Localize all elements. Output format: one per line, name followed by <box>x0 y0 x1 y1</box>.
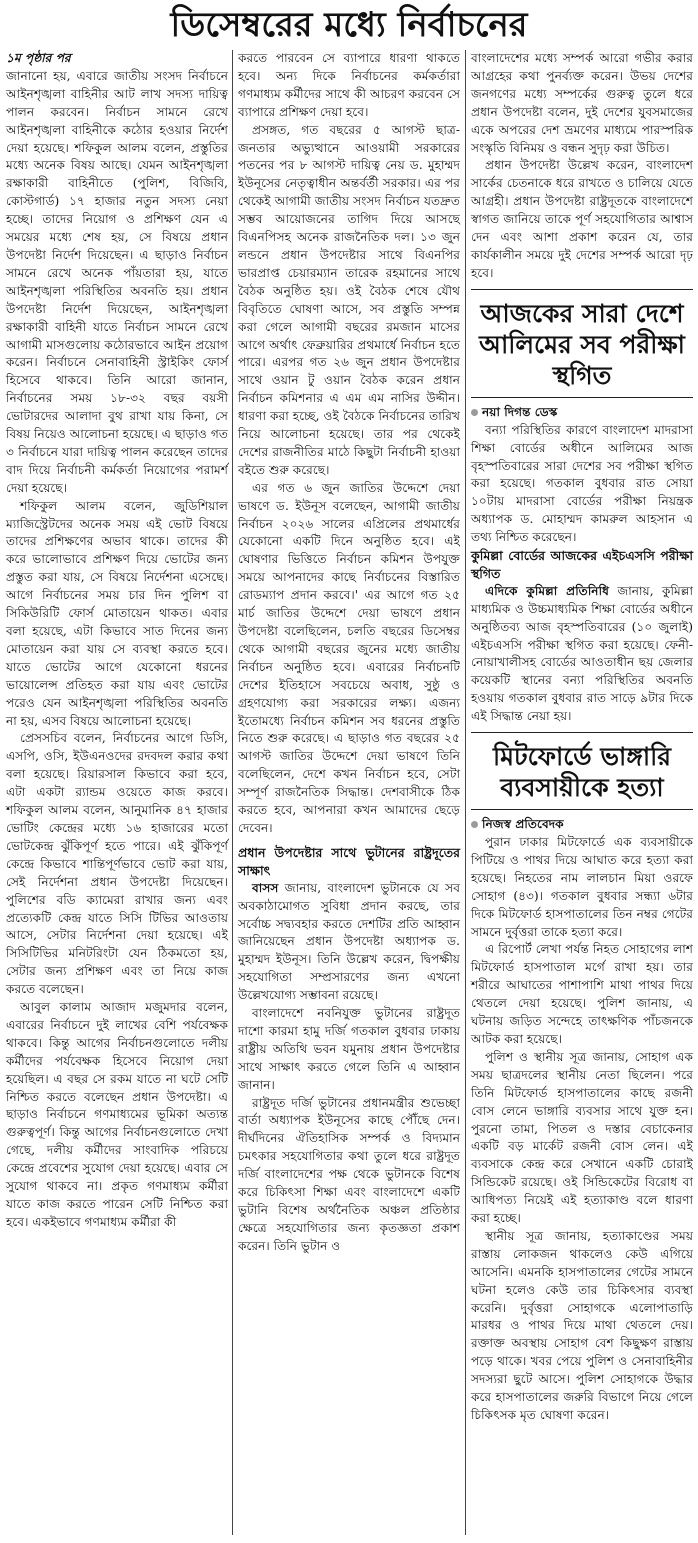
article-paragraph: প্রসঙ্গত, গত বছরের ৫ আগস্ট ছাত্র-জনতার অভ্যুত্থানে আওয়ামী সরকারের পতনের পর ৮ আগস্ট দায়িত্ব নেয় ড. মুহাম্মদ ইউনূসের নেতৃত্বাধীন অন্তর্বর্তী সরকার। এর পর থেকেই আগামী জাতীয় সংসদ নির্বাচন যতদ্রুত সম্ভব আয়োজনের তাগিদ দিয়ে আসছে বিএনপিসহ অনেক রাজনৈতিক দল। ১৩ জুন লন্ডনে প্রধান উপদেষ্টার সাথে বিএনপির ভারপ্রাপ্ত চেয়ারম্যান তারেক রহমানের সাথে বৈঠক অনুষ্ঠিত হয়। ওই বৈঠক শেষে যৌথ বিবৃতিতে ঘোষণা আসে, সব প্রস্তুতি সম্পন্ন করা গেলে আগামী বছরের রমজান মাসের আগে অর্থাৎ ফেব্রুয়ারির প্রথমার্ধে নির্বাচন হতে পারে। এরপর গত ২৬ জুন প্রধান উপদেষ্টার সাথে ওয়ান টু ওয়ান বৈঠক করেন প্রধান নির্বাচন কমিশনার এ এম এম নাসির উদ্দীন। ধারণা করা হচ্ছে, ওই বৈঠকে নির্বাচনের তারিখ নিয়ে আলোচনা হয়েছে। তার পর থেকেই দেশের রাজনীতির মাঠে কিছুটা নির্বাচনী হাওয়া বইতে শুরু করেছে। <box>238 122 460 477</box>
section-divider <box>471 397 693 398</box>
bullet-icon <box>471 409 478 416</box>
bullet-icon <box>471 821 478 828</box>
section-divider <box>471 809 693 810</box>
byline-text: নিজস্ব প্রতিবেদক <box>482 817 564 832</box>
column-2 <box>238 50 460 1256</box>
article-headline: মিটফোর্ডে ভাঙ্গারি ব্যবসায়ীকে হত্যা <box>493 742 671 803</box>
article-paragraph: পুরান ঢাকার মিটফোর্ডে এক ব্যবসায়ীকে পিটিয়ে ও পাথর দিয়ে আঘাত করে হত্যা করা হয়েছে। নিহতের নাম লালচান মিয়া ওরফে সোহাগ (৪৩)। গতকাল বুধবার সন্ধ্যা ৬টার দিকে মিটফোর্ড হাসপাতালের তিন নম্বর গেটের সামনে দুর্বৃত্তরা তাকে হত্যা করে। <box>471 835 693 939</box>
article-paragraph: রাষ্ট্রদূত দর্জি ভুটানের প্রধানমন্ত্রীর শুভেচ্ছা বার্তা অধ্যাপক ইউনূসের কাছে পৌঁছে দেন। দীর্ঘদিনের ঐতিহাসিক সম্পর্ক ও বিদ্যমান চমৎকার সহযোগিতার কথা তুলে ধরে রাষ্ট্রদূত দর্জি বাংলাদেশের পক্ষ থেকে ভুটানকে বিশেষ করে চিকিৎসা শিক্ষা এবং বাংলাদেশে একটি ভুটানি বিশেষ অর্থনৈতিক অঞ্চল প্রতিষ্ঠার ক্ষেত্রে সহযোগিতার জন্য কৃতজ্ঞতা প্রকাশ করেন। তিনি ভুটান ও <box>238 1095 460 1253</box>
article-paragraph: করতে পারবেন সে ব্যাপারে ধারণা থাকতে হবে। অন্য দিকে নির্বাচনের কর্মকর্তারা গণমাধ্যম কর্মীদের সাথে কী আচরণ করবেন সে ব্যাপারে প্রশিক্ষণ দেয়া হবে। <box>238 51 460 119</box>
continued-label: ১ম পৃষ্ঠার পর <box>6 51 71 65</box>
byline <box>471 404 693 422</box>
article-paragraph <box>471 583 693 726</box>
paragraph-text: জানায়, বাংলাদেশ ভুটানকে যে সব অবকাঠামোগত সুবিধা প্রদান করছে, তার সর্বোচ্চ সদ্ব্যবহার করতে দেশটির প্রতি আহ্বান জানিয়েছেন প্রধান উপদেষ্টা অধ্যাপক ড. মুহাম্মদ ইউনূস। তিনি উল্লেখ করেন, দ্বিপক্ষীয় সহযোগিতা সম্প্রসারণের জন্য এখনো উল্লেখযোগ্য সম্ভাবনা রয়েছে। <box>238 880 460 1003</box>
article-paragraph: বন্যা পরিস্থিতির কারণে বাংলাদেশ মাদরাসা শিক্ষা বোর্ডের অধীনে আলিমের আজ বৃহস্পতিবারের সারা দেশের সব পরীক্ষা স্থগিত করা হয়েছে। গতকাল বুধবার রাত সোয়া ১০টায় মাদরাসা বোর্ডের পরীক্ষা নিয়ন্ত্রক অধ্যাপক ড. মোহাম্মদ কামরুল আহসান এ তথ্য নিশ্চিত করেছেন। <box>471 422 693 545</box>
article-subheading: কুমিল্লা বোর্ডের আজকের এইচএসসি পরীক্ষা স্থগিত <box>471 548 693 581</box>
column-divider <box>232 50 233 1535</box>
article-paragraph: প্রেসসচিব বলেন, নির্বাচনের আগে ডিসি, এসপি, ওসি, ইউএনওদের রদবদল করার কথা বলা হয়েছে। রিয়ারসাল কিভাবে করা হবে, এটা একটা র‌্যান্ডম ওয়েতে কাজ করবে। শফিকুল আলম বলেন, আনুমানিক ৪৭ হাজার ভোটিং কেন্দ্রের মধ্যে ১৬ হাজারের মতো ভোটকেন্দ্র ঝুঁকিপূর্ণ হতে পারে। এই ঝুঁকিপূর্ণ কেন্দ্রে কিভাবে শান্তিপূর্ণভাবে ভোট করা যায়, সেই নির্দেশনা প্রধান উপদেষ্টা দিয়েছেন। পুলিশের বডি ক্যামেরা রাখার জন্য এবং প্রত্যেকটি কেন্দ্র যাতে সিসি টিভির আওতায় আসে, সেটার নির্দেশনা দেয়া হয়েছে। এই সিসিটিভির মনিটরিংটা যেন ঠিকমতো হয়, সেটার জন্য প্রশিক্ষণ এবং তা নিয়ে কাজ করতে বলেছেন। <box>6 731 228 997</box>
main-headline: ডিসেম্বরের মধ্যে নির্বাচনের <box>170 5 528 45</box>
article-paragraph: এ রিপোর্ট লেখা পর্যন্ত নিহত সোহাগের লাশ মিটফোর্ড হাসপাতাল মর্গে রাখা হয়। তার শরীরে আঘাতের পাশাপাশি মাথা পাথর দিয়ে থেতলে দেয়া হয়েছে। পুলিশ জানায়, এ ঘটনায় জড়িত সন্দেহে তাৎক্ষণিক পাঁচজনকে আটক করা হয়েছে। <box>471 942 693 1046</box>
article-paragraph: বাংলাদেশে নবনিযুক্ত ভুটানের রাষ্ট্রদূত দাশো কারমা হামু দর্জি গতকাল বুধবার ঢাকায় রাষ্ট্রীয় অতিথি ভবন যমুনায় প্রধান উপদেষ্টার সাথে সাক্ষাৎ করতে গেলে তিনি এ আহ্বান জানান। <box>238 1006 460 1092</box>
byline-text: নয়া দিগন্ত ডেস্ক <box>482 404 558 419</box>
paragraph-text: জানায়, কুমিল্লা মাধ্যমিক ও উচ্চমাধ্যমিক শিক্ষা বোর্ডের অধীনে অনুষ্ঠিতব্য আজ বৃহস্পতিবারের (১০ জুলাই) এইচএসসি পরীক্ষা স্থগিত করা হয়েছে। ফেনী-নোয়াখালীসহ বোর্ডের আওতাধীন ছয় জেলার কয়েকটি স্থানের বন্যা পরিস্থিতির অবনতি হওয়ায় গতকাল বুধবার রাত সাড়ে ৯টার দিকে এই সিদ্ধান্ত নেয়া হয়। <box>471 583 693 724</box>
article-paragraph: পুলিশ ও স্থানীয় সূত্র জানায়, সোহাগ এক সময় ছাত্রদলের স্থানীয় নেতা ছিলেন। পরে তিনি মিটফোর্ড হাসপাতালের কাছে রজনী বোস লেনে ভাঙ্গারি ব্যবসার সাথে যুক্ত হন। পুরনো তামা, পিতল ও দস্তার বেচাকেনার একটি বড় মার্কেট রজনী বোস লেন। এই ব্যবসাকে কেন্দ্র করে সেখানে একটি চোরাই সিন্ডিকেট রয়েছে। ওই সিন্ডিকেটের বিরোধ বা আধিপত্য নিয়েই এই হত্যাকাণ্ড বলে ধারণা করা হচ্ছে। <box>471 1049 693 1226</box>
article-paragraph <box>238 880 460 1005</box>
column-3 <box>471 50 693 1425</box>
article-paragraph: বাংলাদেশের মধ্যে সম্পর্ক আরো গভীর করার আগ্রহের কথা পুনর্ব্যক্ত করেন। উভয় দেশের জনগণের মধ্যে সম্পর্কের গুরুত্ব তুলে ধরে প্রধান উপদেষ্টা বলেন, দুই দেশের যুবসমাজের একে অপরের দেশ ভ্রমণের মাধ্যমে পারস্পরিক সংস্কৃতি বিনিময় ও বন্ধন সুদৃঢ় করা উচিত। <box>471 51 693 155</box>
article-paragraph: আবুল কালাম আজাদ মজুমদার বলেন, এবারের নির্বাচনে দুই লাখের বেশি পর্যবেক্ষক থাকবে। কিন্তু আগের নির্বাচনগুলোতে দলীয় কর্মীদের পর্যবেক্ষক হিসেবে নিয়োগ দেয়া হয়েছিল। এ বছর সে রকম যাতে না ঘটে সেটি নিশ্চিত করতে বলেছেন প্রধান উপদেষ্টা। এ ছাড়াও নির্বাচনে গণমাধ্যমের ভূমিকা অত্যন্ত গুরুত্বপূর্ণ। কিন্তু আগের নির্বাচনগুলোতে দেখা গেছে, দলীয় কর্মীদের সাংবাদিক পরিচয়ে কেন্দ্রে প্রবেশের সুযোগ দেয়া হয়েছে। এবার সে সুযোগ থাকবে না। প্রকৃত গণমাধ্যম কর্মীরা যাতে কাজ করতে পারেন সেটি নিশ্চিত করা হবে। একইভাবে গণমাধ্যম কর্মীরা কী <box>6 1000 228 1229</box>
article-subheading: প্রধান উপদেষ্টার সাথে ভুটানের রাষ্ট্রদূতের সাক্ষাৎ <box>238 844 460 878</box>
source-label: বাসস <box>252 880 279 895</box>
article-paragraph: শফিকুল আলম বলেন, জুডিশিয়াল ম্যাজিস্ট্রেটদের অনেক সময় এই ভোট বিষয়ে তাদের প্রশিক্ষণের অভাব থাকে। তাদের কী করে ভালোভাবে প্রশিক্ষণ দিয়ে ভোটের জন্য প্রস্তুত করা যায়, সে বিষয়ে নির্দেশনা এসেছে। আগে নির্বাচনের সময় চার দিন পুলিশ বা সিকিউরিটি ফোর্স মোতায়েন থাকত। এবার বলা হয়েছে, এটা কিভাবে সাত দিনের জন্য মোতায়েন করা যায় সে ব্যবস্থা করতে হবে। যাতে ভোটের আগে যেকোনো ধরনের ভায়োলেন্স প্রতিহত করা যায় এবং ভোটের পরেও যেন আইনশৃঙ্খলা পরিস্থিতির অবনতি না হয়, এসব বিষয়ে আলোচনা হয়েছে। <box>6 498 228 728</box>
article-paragraph: প্রধান উপদেষ্টা উল্লেখ করেন, বাংলাদেশ সার্কের চেতনাকে ধরে রাখতে ও চালিয়ে যেতে আগ্রহী। প্রধান উপদেষ্টা রাষ্ট্রদূতকে বাংলাদেশে স্বাগত জানিয়ে তাকে পূর্ণ সহযোগিতার আশ্বাস দেন এবং আশা প্রকাশ করেন যে, তার কার্যকালীন সময়ে দুই দেশের সম্পর্ক আরো দৃঢ় হবে। <box>471 158 693 280</box>
column-divider <box>465 50 466 1535</box>
article-paragraph: এর গত ৬ জুন জাতির উদ্দেশে দেয়া ভাষণে ড. ইউনূস বলেছেন, আগামী জাতীয় নির্বাচন ২০২৬ সালের এপ্রিলের প্রথমার্ধের যেকোনো একটি দিনে অনুষ্ঠিত হবে। এই ঘোষণার ভিত্তিতে নির্বাচন কমিশন উপযুক্ত সময়ে আপনাদের কাছে নির্বাচনের বিস্তারিত রোডম্যাপ প্রদান করবে।' এর আগে গত ২৫ মার্চ জাতির উদ্দেশে দেয়া ভাষণে প্রধান উপদেষ্টা বলেছিলেন, চলতি বছরের ডিসেম্বর থেকে আগামী বছরের জুনের মধ্যে জাতীয় নির্বাচন অনুষ্ঠিত হবে। এবারের নির্বাচনটি দেশের ইতিহাসে সবচেয়ে অবাধ, সুষ্ঠু ও গ্রহণযোগ্য করা সরকারের লক্ষ্য। এজন্য ইতোমধ্যে নির্বাচন কমিশন সব ধরনের প্রস্তুতি নিতে শুরু করেছে। এ ছাড়াও গত বছরের ২৫ আগস্ট জাতির উদ্দেশে দেয়া ভাষণে তিনি বলেছিলেন, দেশে কখন নির্বাচন হবে, সেটা সম্পূর্ণ রাজনৈতিক সিদ্ধান্ত। দেশবাসীকে ঠিক করতে হবে, আপনারা কখন আমাদের ছেড়ে দেবেন। <box>238 480 460 835</box>
byline <box>471 816 693 834</box>
section-divider <box>471 732 693 733</box>
source-label: এদিকে কুমিল্লা প্রতিনিধি <box>485 583 609 598</box>
column-1 <box>6 50 228 1232</box>
article-headline: আজকের সারা দেশে আলিমের সব পরীক্ষা স্থগিত <box>479 298 685 390</box>
article-paragraph: জানানো হয়, এবারে জাতীয় সংসদ নির্বাচনে আইনশৃঙ্খলা বাহিনীর আট লাখ সদস্য দায়িত্ব পালন করবেন। নির্বাচন সামনে রেখে আইনশৃঙ্খলা বাহিনীকে কঠোর হওয়ার নির্দেশ দেয়া হয়েছে। শফিকুল আলম বলেন, প্রস্তুতির মধ্যে অনেক বিষয় আছে। যেমন আইনশৃঙ্খলা রক্ষাকারী বাহিনীতে (পুলিশ, বিজিবি, কোস্টগার্ড) ১৭ হাজার নতুন সদস্য নেয়া হচ্ছে। তাদের নিয়োগ ও প্রশিক্ষণ যেন এ সময়ের মধ্যে শেষ হয়, সে বিষয়ে প্রধান উপদেষ্টা নির্দেশ দিয়েছেন। এ ছাড়াও নির্বাচন সামনে রেখে অনেক পাঁয়তারা হয়, যাতে আইনশৃঙ্খলা পরিস্থিতির অবনতি হয়। প্রধান উপদেষ্টা নির্দেশ দিয়েছেন, আইনশৃঙ্খলা রক্ষাকারী বাহিনী যাতে নির্বাচন সামনে রেখে আগামী মাসগুলোয় কঠোরভাবে আইন প্রয়োগ করেন। নির্বাচনে সেনাবাহিনী স্ট্রাইকিং ফোর্স হিসেবে থাকবে। তিনি আরো জানান, নির্বাচনের সময় ১৮-৩২ বছর বয়সী ভোটারদের আলাদা বুথ রাখা যায় কিনা, সে বিষয় নিয়েও আলোচনা হয়েছে। এ ছাড়াও গত ৩ নির্বাচনে যারা দায়িত্ব পালন করেছেন তাদের বাদ দিয়ে নির্বাচনী কর্মকর্তা নিয়োগের পরামর্শ দেয়া হয়েছে। <box>6 68 228 495</box>
section-divider <box>471 289 693 290</box>
article-paragraph: স্থানীয় সূত্র জানায়, হত্যাকাণ্ডের সময় রাস্তায় লোকজন থাকলেও কেউ এগিয়ে আসেনি। এমনকি হাসপাতালের গেটের সামনে ঘটনা হলেও কেউ তার চিকিৎসার ব্যবস্থা করেনি। দুর্বৃত্তরা সোহাগকে এলোপাতাড়ি মারধর ও পাথর দিয়ে মাথা থেতলে দেয়। রক্তাক্ত অবস্থায় সোহাগ বেশ কিছুক্ষণ রাস্তায় পড়ে থাকে। খবর পেয়ে পুলিশ ও সেনাবাহিনীর সদস্যরা ছুটে আসে। পুলিশ সোহাগকে উদ্ধার করে হাসপাতালের জরুরি বিভাগে নিয়ে গেলে চিকিৎসক মৃত ঘোষণা করেন। <box>471 1228 693 1422</box>
